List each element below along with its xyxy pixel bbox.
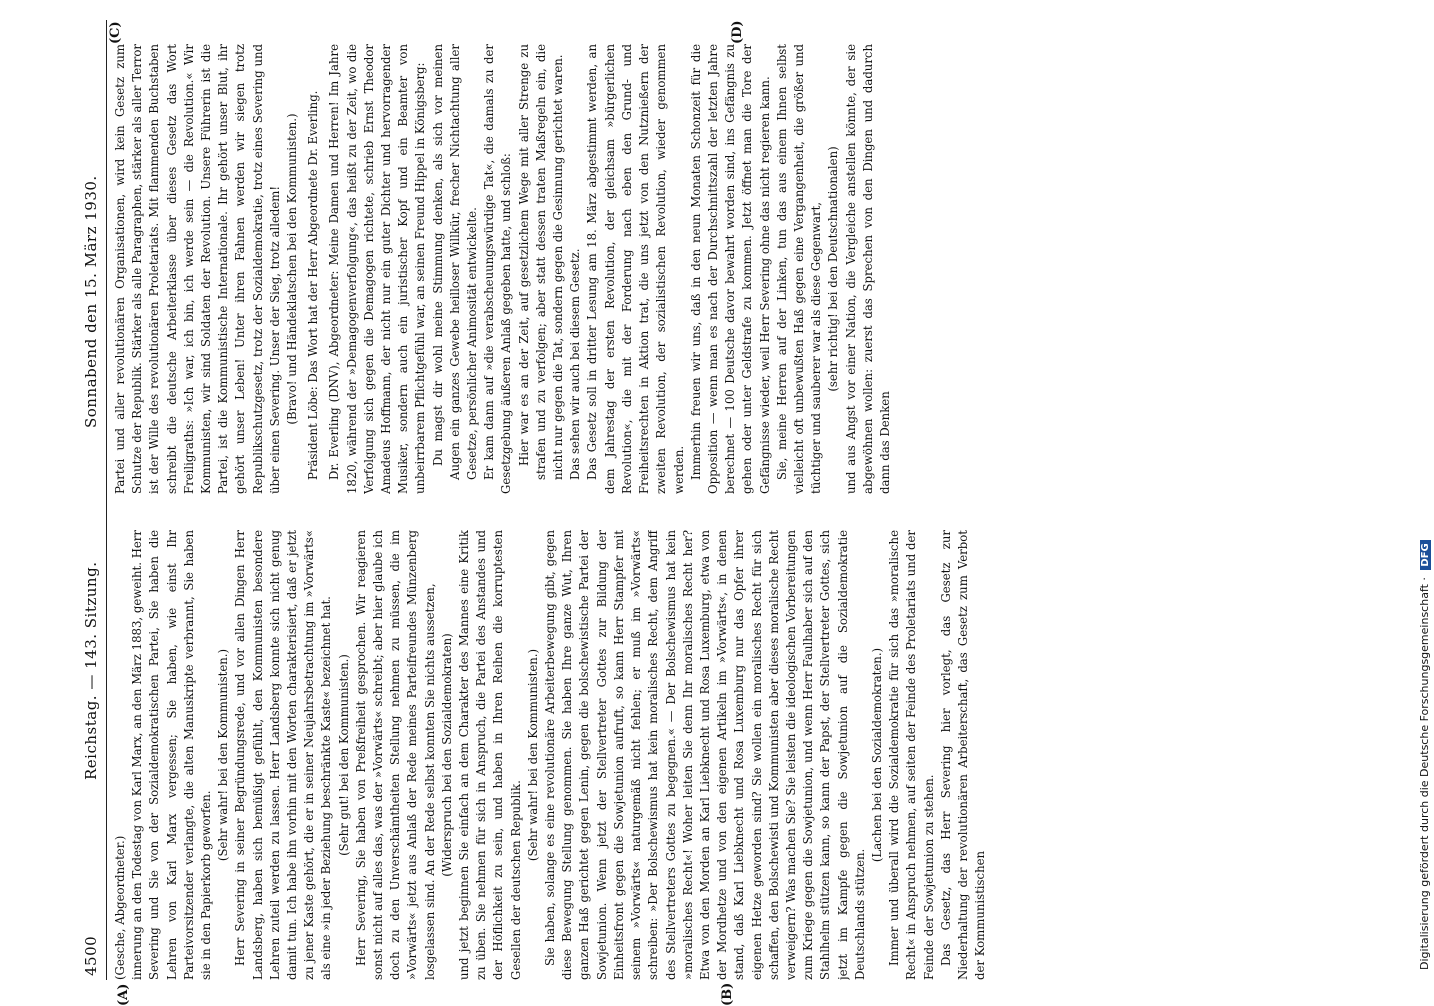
president-statement: Präsident Löbe: Das Wort hat der Herr Abgeordnete Dr. Everling. bbox=[306, 90, 321, 480]
paragraph: Das Gesetz soll in dritter Lesung am 18. März abgestimmt werden, an dem Jahrestag der ersten Revolution, der gleichsam »bürgerlichen Revolution«, die mit der Forderung nach eben den Grund- und Freiheitsrechten in Aktion trat, die uns jetzt von den Nutznießern der zweiten Revolution, der sozialistischen Revolution, wieder genommen werden. bbox=[585, 44, 686, 494]
paragraph: Das sehen wir auch bei diesem Gesetz. bbox=[568, 248, 583, 480]
margin-mark-c: (C) bbox=[108, 21, 123, 44]
margin-mark-a: (A) bbox=[116, 983, 131, 1006]
document-page bbox=[80, 20, 1400, 1006]
session-date: Sonnabend den 15. März 1930. bbox=[82, 175, 100, 428]
paragraph: Immerhin freuen wir uns, daß in den neun Monaten Schonzeit für die Opposition — wenn man es nach der Durchschnittszahl der letzten Jahre berechnet — 100 Deutsche davor bewahrt worden sind, ins Gefängnis zu gehen oder unter Geldstrafe zu kommen. Jetzt öffnet man die Tore der Gefängnisse wieder, weil Herr Severing ohne das nicht regieren kann. bbox=[688, 44, 772, 494]
margin-mark-b: (B) bbox=[720, 982, 735, 1006]
interjection: (Widerspruch bei den Sozialdemokraten) bbox=[439, 633, 454, 877]
digitization-credit bbox=[1418, 0, 1434, 970]
running-head bbox=[80, 20, 104, 980]
dfg-logo: DFG bbox=[1420, 540, 1431, 569]
paragraph: Er kam dann auf »die verabscheuungswürdige Tat«, die damals zu der Gesetzgebung äußeren Anlaß gegeben hatte, und schloß: bbox=[482, 44, 514, 494]
left-column bbox=[112, 530, 1392, 980]
paragraph: Partei und aller revolutionären Organisationen, wird kein Gesetz zum Schutze der Republik. Stärker als alle Paragraphen, stärker als aller Terror ist der Wille des revolutionären Proletariats. Mit flammenden Buchstaben schreibt die deutsche Arbeiterklasse über dieses Gesetz das Wort Freiligraths: »Ich war, ich bin, ich werde sein — die Revolution.« Wir Kommunisten, wir sind Soldaten der Revolution. Unsere Führerin ist die Partei, ist die Kommunistische Internationale. Ihr gehört unser Blut, ihr gehört unser Leben! Unter ihren Fahnen werden wir siegen trotz Republikschutzgesetz, trotz der Sozialdemokratie, trotz eines Severing und über einen Severing. Unser der Sieg, trotz alledem! bbox=[113, 44, 282, 494]
paragraph: und aus Angst vor einer Nation, die Vergleiche anstellen könnte, der sie abgewöhnen wollen: zuerst das Sprechen von den Dingen und dadurch dann das Denken bbox=[843, 44, 892, 494]
block-quote: Hier war es an der Zeit, auf gesetzlichem Wege mit aller Strenge zu strafen und zu verfolgen; aber statt dessen traten Maßregeln ein, die nicht nur gegen die Tat, sondern gegen die Gesinnung gerichtet waren. bbox=[516, 44, 566, 480]
speaker-continuation: (Gesche, Abgeordneter.) bbox=[113, 835, 127, 980]
credit-text: Digitalisierung gefördert durch die Deutsche Forschungsgemeinschaft · bbox=[1418, 577, 1431, 970]
paragraph: Das Gesetz, das Herr Severing hier vorlegt, das Gesetz zur Niederhaltung der revolutionären Arbeiterschaft, das Gesetz zum Verbot der Kommunistischen bbox=[938, 530, 988, 980]
right-column bbox=[112, 44, 1392, 494]
interjection: (sehr richtig! bei den Deutschnationalen) bbox=[826, 146, 841, 392]
interjection: (Lachen bei den Sozialdemokraten.) bbox=[869, 647, 884, 863]
margin-mark-d: (D) bbox=[730, 20, 745, 44]
interjection: (Sehr gut! bei den Kommunisten.) bbox=[336, 654, 351, 856]
interjection: (Sehr wahr! bei den Kommunisten.) bbox=[216, 648, 231, 862]
session-title: Reichstag. — 143. Sitzung. bbox=[82, 561, 100, 780]
paragraph: Herr Severing, Sie haben von Preßfreiheit gesprochen. Wir reagieren sonst nicht auf alles das, was der »Vorwärts« schreibt; aber hier glaube ich doch zu den Unverschämtheiten Stellung nehmen zu müssen, die im »Vorwärts« jetzt aus Anlaß der Rede meines Parteifreundes Münzenberg losgelassen sind. An der Rede selbst konnten Sie nichts aussetzen, bbox=[353, 530, 437, 980]
interjection: (Sehr wahr! bei den Kommunisten.) bbox=[525, 648, 540, 862]
speaker-opening: Dr. Everling (DNV), Abgeordneter: Meine Damen und Herren! Im Jahre 1820, während der »Demagogenverfolgung«, das heißt zu der Zeit, wo die Verfolgung sich gegen die Demagogen richtete, schrieb Ernst Theodor Amadeus Hoffmann, der nicht nur ein guter Dichter und hervorragender Musiker, sondern auch ein juristischer Kopf und ein Beamter von unbeirrbarem Pflichtgefühl war, an seinen Freund Hippel in Königsberg: bbox=[327, 44, 428, 494]
header-rule bbox=[106, 20, 107, 980]
block-quote: Du magst dir wohl meine Stimmung denken, als sich vor meinen Augen ein ganzes Gewebe heilloser Willkür, frecher Nichtachtung aller Gesetze, persönlicher Animosität entwickelte. bbox=[430, 44, 480, 480]
paragraph: innerung an den Todestag von Karl Marx, an den März 1883, geweiht. Herr Severing und Sie von der Sozialdemokratischen Partei, Sie haben die Lehren von Karl Marx vergessen; Sie haben, wie einst Ihr Parteivorsitzender verlangte, die alten Manuskripte verbrannt, Sie haben sie in den Papierkorb geworfen. bbox=[130, 530, 214, 980]
page-number: 4500 bbox=[82, 935, 100, 976]
interjection: (Bravo! und Händeklatschen bei den Kommunisten.) bbox=[285, 113, 300, 425]
paragraph: Immer und überall wird die Sozialdemokratie für sich das »moralische Recht« in Anspruch nehmen, auf seiten der Feinde des Proletariats und der Feinde der Sowjetunion zu stehen. bbox=[887, 530, 936, 980]
paragraph: Sie haben, solange es eine revolutionäre Arbeiterbewegung gibt, gegen diese Bewegung Stellung genommen. Sie haben Ihre ganze Wut, Ihren ganzen Haß gerichtet gegen Lenin, gegen die bolschewistische Partei der Sowjetunion. Wenn jetzt der Stellvertreter Gottes zur Bildung der Einheitsfront gegen die Sowjetunion aufruft, so kann Herr Stampfer mit seinem »Vorwärts« naturgemäß nicht fehlen; er muß im »Vorwärts« schreiben: »Der Bolschewismus hat kein moralisches Recht, dem Angriff des Stellvertreters Gottes zu begegnen.« — Der Bolschewismus hat kein »moralisches Recht«! Woher leiten Sie denn Ihr moralisches Recht her? Etwa von den Morden an Karl Liebknecht und Rosa Luxemburg, etwa von der Mordhetze und von den eigenen Artikeln im »Vorwärts«, in denen stand, daß Karl Liebknecht und Rosa Luxemburg nur das Opfer ihrer eigenen Hetze geworden sind? Sie wollen ein moralisches Recht für sich schaffen, den Bolschewisti und Kommunisten aber dieses moralische Recht verweigern? Was machen Sie? Sie leisten die ideologischen Vorbereitungen zum Kriege gegen die Sowjetunion, und wenn Herr Faulhaber sich auf den Stahlhelm stützen kann, so kann der Papst, der Stellvertreter Gottes, sich jetzt im Kampfe gegen die Sowjetunion auf die Sozialdemokratie Deutschlands stützen. bbox=[543, 530, 867, 980]
paragraph: Herr Severing in seiner Begründungsrede, und vor allen Dingen Herr Landsberg, haben sich bemüßigt gefühlt, den Kommunisten besondere Lehren zuteil werden zu lassen. Herr Landsberg konnte sich nicht genug damit tun. Ich habe ihn vorhin mit den Worten charakterisiert, daß er jetzt zu jener Kaste gehört, die er in seiner Neujahrsbetrachtung im »Vorwärts« als eine »in jeder Beziehung beschränkte Kaste« bezeichnet hat. bbox=[233, 530, 334, 980]
paragraph: Sie, meine Herren auf der Linken, tun das aus einem Ihnen selbst vielleicht oft unbewußten Haß gegen eine Vergangenheit, die größer und tüchtiger und sauberer war als diese Gegenwart, bbox=[774, 44, 824, 494]
paragraph: und jetzt beginnen Sie einfach an dem Charakter des Mannes eine Kritik zu üben. Sie nehmen für sich in Anspruch, die Partei des Anstandes und der Höflichkeit zu sein, und haben in Ihren Reihen die korruptesten Gesellen der deutschen Republik. bbox=[457, 530, 523, 980]
